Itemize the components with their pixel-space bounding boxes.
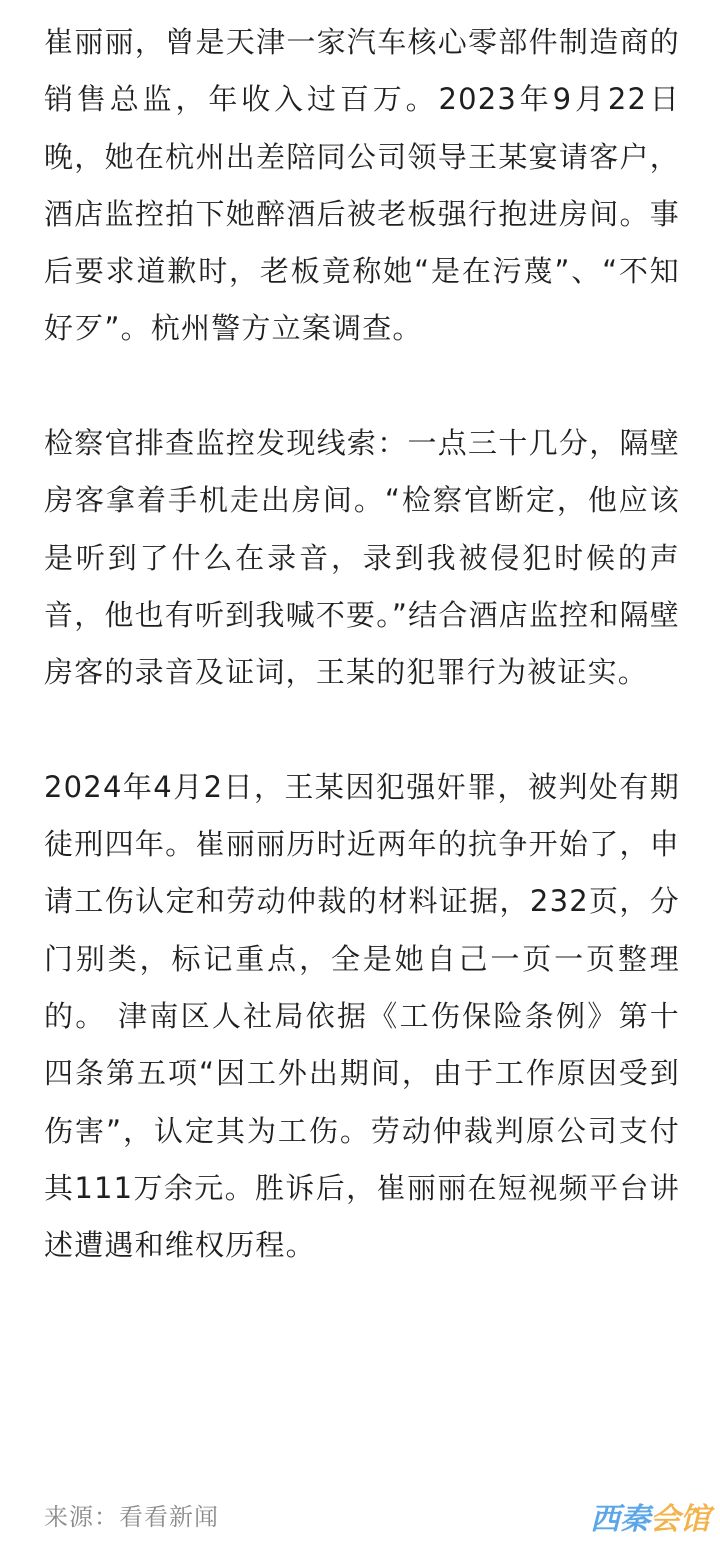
watermark-part-2: 会馆 (650, 1502, 710, 1537)
article-paragraph-1: 崔丽丽，曾是天津一家汽车核心零部件制造商的销售总监，年收入过百万。2023年9月22日晚，她在杭州出差陪同公司领导王某宴请客户，酒店监控拍下她醉酒后被老板强行抱进房间。事后要求道歉时，老板竟称她“是在污蔑”、“不知好歹”。杭州警方立案调查。 (44, 25, 680, 346)
watermark-part-1: 西秦 (590, 1502, 650, 1537)
article-body (44, 14, 680, 1275)
article-paragraph-2: 检察官排查监控发现线索：一点三十几分，隔壁房客拿着手机走出房间。“检察官断定，他应该是听到了什么在录音，录到我被侵犯时候的声音，他也有听到我喊不要。”结合酒店监控和隔壁房客的录音及证词，王某的犯罪行为被证实。 (44, 426, 680, 690)
watermark-logo (590, 1494, 710, 1538)
article-paragraph-3: 2024年4月2日，王某因犯强奸罪，被判处有期徒刑四年。崔丽丽历时近两年的抗争开始了，申请工伤认定和劳动仲裁的材料证据，232页，分门别类，标记重点，全是她自己一页一页整理的。 津南区人社局依据《工伤保险条例》第十四条第五项“因工外出期间，由于工作原因受到伤害”，认定其为工伤。劳动仲裁判原公司支付其111万余元。胜诉后，崔丽丽在短视频平台讲述遭遇和维权历程。 (44, 769, 680, 1263)
source-credit: 来源：看看新闻 (44, 1503, 219, 1531)
